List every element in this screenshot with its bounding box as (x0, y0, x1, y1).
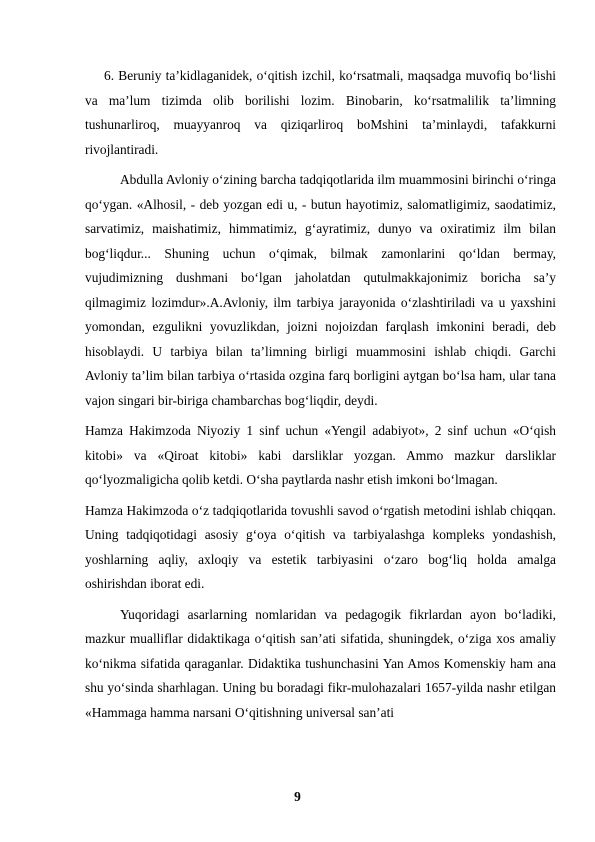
page-number: 9 (294, 789, 301, 804)
paragraph-hamza-textbooks: Hamza Hakimzoda Niyoziy 1 sinf uchun «Yengil adabiyot», 2 sinf uchun «O‘qish kitobi» va «Qiroat kitobi» kabi darsliklar yozgan. Ammo mazkur darsliklar qo‘lyozmaligicha qolib ketdi. O‘sha paytlarda nashr etish imkoni bo‘lmagan. (85, 423, 556, 487)
paragraph-avloniy: Abdulla Avloniy o‘zining barcha tadqiqotlarida ilm muammosini birinchi o‘ringa qo‘ygan. «Alhosil, - deb yozgan edi u, - butun hayotimiz, salomatligimiz, saodatimiz, sarvatimiz, maishatimiz, himmatimiz, g‘ayratimiz, dunyo va oxiratimiz ilm bilan bog‘liqdur... Shuning uchun o‘qimak, bilmak zamonlarini qo‘ldan bermay, vujudimizning dushmani bo‘lgan jaholatdan qutulmakkajonimiz boricha sa’y qilmagimiz lozimdur».A.Avloniy, ilm tarbiya jarayonida o‘zlashtiriladi va u yaxshini yomondan, ezgulikni yovuzlikdan, joizni nojoizdan farqlash imkonini beradi, deb hisoblaydi. U tarbiya bilan ta’limning birligi muammosini ishlab chiqdi. Garchi Avloniy ta’lim bilan tarbiya o‘rtasida ozgina farq borligini aytgan bo‘lsa ham, ular tana vajon singari bir-biriga chambarchas bog‘liqdir, deydi. (85, 172, 556, 408)
paragraph-hamza-method: Hamza Hakimzoda o‘z tadqiqotlarida tovushli savod o‘rgatish metodini ishlab chiqqan. Uning tadqiqotidagi asosiy g‘oya o‘qitish va tarbiyalashga kompleks yondashish, yoshlarning aqliy, axloqiy va estetik tarbiyasini o‘zaro bog‘liq holda amalga oshirishdan iborat edi. (85, 502, 556, 591)
paragraph-komenskiy: Yuqoridagi asarlarning nomlaridan va pedagogik fikrlardan ayon bo‘ladiki, mazkur mualliflar didaktikaga o‘qitish san’ati sifatida, shuningdek, o‘ziga xos amaliy ko‘nikma sifatida qaraganlar. Didaktika tushunchasini Yan Amos Komenskiy ham ana shu yo‘sinda sharhlagan. Uning bu boradagi fikr-mulohazalari 1657-yilda nashr etilgan «Hammaga hamma narsani O‘qitishning universal san’ati (85, 606, 556, 720)
paragraph-beruniy: 6. Beruniy ta’kidlaganidek, o‘qitish izchil, ko‘rsatmali, maqsadga muvofiq bo‘lishi va ma’lum tizimda olib borilishi lozim. Binobarin, ko‘rsatmalilik ta’limning tushunarliroq, muayyanroq va qiziqarliroq boMshini ta’minlaydi, tafakkurni rivojlantiradi. (85, 68, 556, 157)
document-body (85, 64, 556, 731)
